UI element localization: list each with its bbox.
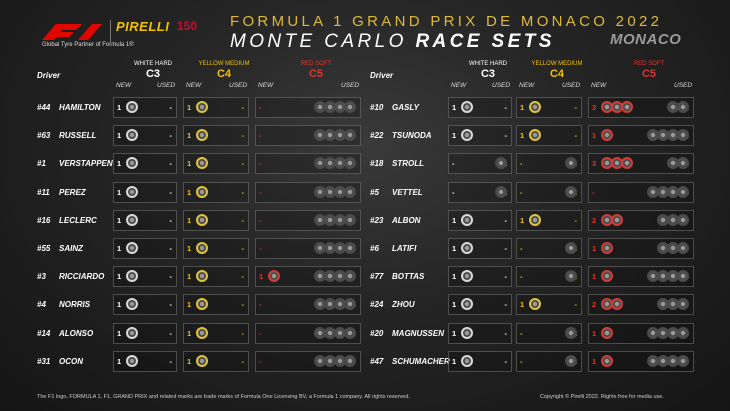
c3-tyre-group bbox=[449, 270, 513, 283]
c3-cell bbox=[448, 153, 512, 174]
driver-number: #3 bbox=[37, 272, 46, 282]
c5-new-header: NEW bbox=[258, 82, 274, 89]
c4-used-count: - bbox=[241, 300, 244, 310]
c4-new-count: 1 bbox=[520, 131, 525, 141]
c3-tyre-group bbox=[449, 101, 513, 114]
c3-used-count: - bbox=[169, 187, 172, 197]
c4-new-count: - bbox=[520, 244, 523, 253]
c3-new-count: 1 bbox=[117, 187, 122, 197]
driver-surname: HAMILTON bbox=[59, 103, 101, 112]
grey-tyre-icon bbox=[565, 355, 577, 367]
c5-new-count: - bbox=[259, 131, 262, 141]
c5-tyre-group bbox=[589, 157, 695, 170]
c5-cell bbox=[588, 238, 694, 259]
driver-number: #14 bbox=[37, 328, 51, 338]
red-tyre-icon bbox=[601, 242, 613, 254]
c3-cell bbox=[448, 125, 512, 146]
c5-tyre-group bbox=[589, 242, 695, 255]
c5-new-count: 1 bbox=[592, 272, 597, 282]
c5-compound-name: RED SOFT bbox=[300, 61, 332, 67]
c4-used-count: - bbox=[241, 356, 244, 366]
c5-cell bbox=[588, 182, 694, 203]
yellow-tyre-icon bbox=[529, 101, 541, 113]
driver-name bbox=[370, 125, 432, 146]
c5-compound-header bbox=[265, 61, 367, 80]
driver-name bbox=[370, 97, 419, 118]
driver-number: #18 bbox=[370, 159, 384, 169]
c4-compound-code: C4 bbox=[216, 68, 232, 80]
driver-number: #16 bbox=[37, 215, 51, 225]
c3-new-count: 1 bbox=[117, 328, 122, 338]
driver-number: #11 bbox=[37, 187, 50, 197]
driver-surname: VERSTAPPEN bbox=[59, 159, 113, 169]
footer-copyright: Copyright © Pirelli 2022. Rights free for media use. bbox=[540, 394, 664, 400]
driver-name bbox=[370, 238, 416, 259]
c4-new-count: 1 bbox=[187, 356, 192, 366]
c4-compound-name: YELLOW MEDIUM bbox=[531, 61, 583, 67]
c4-used-count: - bbox=[241, 272, 244, 282]
c4-compound-name: YELLOW MEDIUM bbox=[198, 61, 250, 67]
grey-tyre-icon bbox=[677, 298, 689, 310]
c5-tyre-group bbox=[589, 298, 695, 311]
c4-used-count: - bbox=[574, 131, 577, 141]
c4-new-count: - bbox=[520, 272, 523, 282]
c4-new-count: 1 bbox=[187, 187, 192, 197]
driver-surname: LECLERC bbox=[59, 215, 97, 225]
grey-tyre-icon bbox=[677, 270, 689, 282]
logo-group bbox=[40, 14, 210, 54]
c5-new-count: - bbox=[259, 159, 262, 169]
c4-cell bbox=[516, 125, 582, 146]
c4-cell bbox=[516, 294, 582, 315]
c5-compound-code: C5 bbox=[308, 68, 324, 80]
grey-tyre-icon bbox=[677, 129, 689, 141]
c4-cell bbox=[516, 97, 582, 118]
c3-new-count: 1 bbox=[117, 215, 122, 225]
c3-used-count: - bbox=[504, 215, 507, 225]
driver-row bbox=[0, 182, 730, 203]
driver-surname: RUSSELL bbox=[59, 131, 97, 141]
c4-cell bbox=[516, 153, 582, 174]
c3-compound-code: C3 bbox=[145, 68, 161, 80]
c4-new-count: 1 bbox=[187, 244, 192, 253]
driver-number: #5 bbox=[370, 187, 379, 197]
c3-cell bbox=[448, 266, 512, 287]
driver-row bbox=[0, 323, 730, 344]
driver-name bbox=[370, 266, 424, 287]
c3-tyre-group bbox=[449, 327, 513, 340]
c4-new-header: NEW bbox=[519, 82, 535, 89]
c5-tyre-group bbox=[589, 129, 695, 142]
c3-compound-code: C3 bbox=[480, 68, 496, 80]
driver-row bbox=[0, 238, 730, 259]
driver-number: #1 bbox=[37, 159, 46, 169]
driver-name bbox=[370, 323, 444, 344]
driver-name bbox=[370, 153, 424, 174]
grey-tyre-icon bbox=[677, 327, 689, 339]
footer-legal: The F1 logo, FORMULA 1, F1, GRAND PRIX and related marks are trade marks of Formula One Licensing BV, a Formula 1 company. All rights reserved. bbox=[37, 394, 410, 400]
driver-number: #55 bbox=[37, 244, 51, 253]
c4-new-count: 1 bbox=[187, 159, 192, 169]
c3-new-header: NEW bbox=[451, 82, 467, 89]
driver-surname: SCHUMACHER bbox=[392, 356, 450, 366]
grey-tyre-icon bbox=[565, 327, 577, 339]
c3-compound-header bbox=[123, 61, 183, 80]
driver-number: #47 bbox=[370, 356, 384, 366]
grey-tyre-icon bbox=[565, 186, 577, 198]
c3-used-header: USED bbox=[492, 82, 511, 89]
c4-used-count: - bbox=[574, 300, 577, 310]
c4-used-count: - bbox=[241, 244, 244, 253]
c4-tyre-group bbox=[517, 129, 583, 142]
c4-new-count: 1 bbox=[520, 215, 525, 225]
c4-used-count: - bbox=[241, 159, 244, 169]
driver-column-header: Driver bbox=[37, 71, 61, 80]
c3-new-count: 1 bbox=[452, 244, 457, 253]
white-tyre-icon bbox=[461, 129, 473, 141]
driver-surname: ALONSO bbox=[59, 328, 94, 338]
grey-tyre-icon bbox=[565, 270, 577, 282]
driver-surname: RICCIARDO bbox=[59, 272, 105, 282]
c3-used-count: - bbox=[169, 272, 172, 282]
c3-tyre-group bbox=[449, 157, 513, 170]
c5-new-count: 3 bbox=[592, 103, 597, 112]
c3-used-count: - bbox=[169, 131, 172, 141]
yellow-tyre-icon bbox=[529, 129, 541, 141]
c4-used-count: - bbox=[241, 103, 244, 112]
c3-tyre-group bbox=[449, 186, 513, 199]
c5-compound-name: RED SOFT bbox=[633, 61, 665, 67]
c3-used-count: - bbox=[504, 328, 507, 338]
c5-tyre-group bbox=[589, 327, 695, 340]
driver-surname: BOTTAS bbox=[392, 272, 425, 282]
c3-new-count: 1 bbox=[452, 215, 457, 225]
c5-cell bbox=[588, 97, 694, 118]
c5-used-header: USED bbox=[674, 82, 693, 89]
c3-used-count: - bbox=[169, 328, 172, 338]
red-tyre-icon bbox=[601, 270, 613, 282]
red-tyre-icon bbox=[611, 214, 623, 226]
c3-used-count: - bbox=[504, 272, 507, 282]
c4-tyre-group bbox=[517, 298, 583, 311]
white-tyre-icon bbox=[461, 214, 473, 226]
grey-tyre-icon bbox=[677, 186, 689, 198]
driver-number: #63 bbox=[37, 131, 51, 141]
driver-name bbox=[370, 210, 420, 231]
white-tyre-icon bbox=[461, 355, 473, 367]
c5-cell bbox=[588, 210, 694, 231]
subtitle-bold: RACE SETS bbox=[415, 31, 555, 52]
c4-used-count: - bbox=[241, 187, 244, 197]
c3-used-count: - bbox=[504, 356, 507, 366]
c5-new-count: 1 bbox=[592, 244, 597, 253]
driver-number: #77 bbox=[370, 272, 384, 282]
red-tyre-icon bbox=[621, 157, 633, 169]
grey-tyre-icon bbox=[565, 242, 577, 254]
c5-new-count: - bbox=[259, 328, 262, 338]
c4-used-count: - bbox=[574, 103, 577, 112]
c4-used-count: - bbox=[241, 131, 244, 141]
c4-new-count: - bbox=[520, 187, 523, 197]
white-tyre-icon bbox=[461, 327, 473, 339]
white-tyre-icon bbox=[461, 242, 473, 254]
c5-new-count: 1 bbox=[259, 272, 264, 282]
c4-new-count: 1 bbox=[187, 131, 192, 141]
c5-new-count: 1 bbox=[592, 356, 597, 366]
c3-new-count: 1 bbox=[452, 131, 457, 141]
c4-used-count: - bbox=[241, 215, 244, 225]
c5-new-count: - bbox=[592, 187, 595, 197]
driver-number: #31 bbox=[37, 356, 51, 366]
c3-new-count: 1 bbox=[117, 131, 122, 141]
driver-number: #20 bbox=[370, 328, 384, 338]
c5-cell bbox=[588, 125, 694, 146]
driver-number: #23 bbox=[370, 215, 384, 225]
c5-used-header: USED bbox=[341, 82, 360, 89]
c3-cell bbox=[448, 182, 512, 203]
c4-compound-code: C4 bbox=[549, 68, 565, 80]
c5-new-count: 1 bbox=[592, 131, 597, 141]
driver-name bbox=[370, 294, 415, 315]
c4-tyre-group bbox=[517, 186, 583, 199]
c3-tyre-group bbox=[449, 242, 513, 255]
c4-new-count: 1 bbox=[520, 103, 525, 112]
c4-cell bbox=[516, 210, 582, 231]
c3-used-count: - bbox=[504, 244, 507, 253]
white-tyre-icon bbox=[461, 298, 473, 310]
driver-number: #10 bbox=[370, 103, 384, 112]
c4-compound-header bbox=[526, 61, 588, 80]
driver-number: #4 bbox=[37, 300, 46, 310]
grey-tyre-icon bbox=[495, 157, 507, 169]
c3-new-count: 1 bbox=[117, 356, 122, 366]
c4-cell bbox=[516, 182, 582, 203]
c3-new-count: 1 bbox=[117, 159, 122, 169]
c4-used-header: USED bbox=[229, 82, 248, 89]
c3-new-count: 1 bbox=[117, 244, 122, 253]
grey-tyre-icon bbox=[677, 355, 689, 367]
c4-used-header: USED bbox=[562, 82, 581, 89]
c4-new-count: 1 bbox=[187, 103, 192, 112]
driver-column-header: Driver bbox=[370, 71, 394, 80]
c5-new-count: - bbox=[259, 244, 262, 253]
c3-used-count: - bbox=[504, 103, 507, 112]
c4-new-count: - bbox=[520, 159, 523, 169]
grey-tyre-icon bbox=[677, 101, 689, 113]
pirelli-logo: PIRELLI bbox=[116, 19, 170, 34]
driver-surname: ALBON bbox=[392, 215, 421, 225]
red-tyre-icon bbox=[601, 327, 613, 339]
partner-text: Global Tyre Partner of Formula 1® bbox=[42, 42, 134, 48]
c5-new-count: - bbox=[259, 215, 262, 225]
grey-tyre-icon bbox=[677, 157, 689, 169]
c4-compound-header bbox=[193, 61, 255, 80]
c4-tyre-group bbox=[517, 214, 583, 227]
c5-cell bbox=[588, 323, 694, 344]
red-tyre-icon bbox=[601, 129, 613, 141]
driver-row bbox=[0, 294, 730, 315]
c5-cell bbox=[588, 351, 694, 372]
c3-cell bbox=[448, 351, 512, 372]
c3-compound-name: WHITE HARD bbox=[134, 61, 172, 67]
c5-cell bbox=[588, 266, 694, 287]
c3-compound-header bbox=[458, 61, 518, 80]
driver-row bbox=[0, 351, 730, 372]
c4-new-count: 1 bbox=[187, 215, 192, 225]
c4-new-count: - bbox=[520, 328, 523, 338]
grey-tyre-icon bbox=[565, 157, 577, 169]
driver-number: #24 bbox=[370, 300, 384, 310]
c4-new-count: 1 bbox=[187, 328, 192, 338]
driver-surname: VETTEL bbox=[392, 187, 423, 197]
c5-compound-header bbox=[598, 61, 700, 80]
c5-tyre-group bbox=[589, 214, 695, 227]
driver-surname: STROLL bbox=[392, 159, 424, 169]
c3-new-header: NEW bbox=[116, 82, 132, 89]
c3-cell bbox=[448, 294, 512, 315]
c4-tyre-group bbox=[517, 327, 583, 340]
c3-new-count: 1 bbox=[117, 300, 122, 310]
c3-used-count: - bbox=[169, 300, 172, 310]
circuit-tag: MONACO bbox=[610, 31, 682, 48]
c4-tyre-group bbox=[517, 355, 583, 368]
c3-used-count: - bbox=[169, 356, 172, 366]
driver-surname: TSUNODA bbox=[392, 131, 432, 141]
c5-tyre-group bbox=[589, 270, 695, 283]
c3-cell bbox=[448, 210, 512, 231]
c4-new-count: 1 bbox=[187, 300, 192, 310]
c3-new-count: 1 bbox=[452, 300, 457, 310]
c4-cell bbox=[516, 266, 582, 287]
driver-row bbox=[0, 210, 730, 231]
red-tyre-icon bbox=[601, 355, 613, 367]
driver-name bbox=[370, 182, 423, 203]
c3-tyre-group bbox=[449, 214, 513, 227]
grey-tyre-icon bbox=[677, 242, 689, 254]
c4-tyre-group bbox=[517, 270, 583, 283]
c5-tyre-group bbox=[589, 355, 695, 368]
c3-tyre-group bbox=[449, 129, 513, 142]
red-tyre-icon bbox=[611, 298, 623, 310]
driver-row bbox=[0, 153, 730, 174]
grey-tyre-icon bbox=[495, 186, 507, 198]
c3-used-count: - bbox=[169, 159, 172, 169]
c3-used-count: - bbox=[504, 131, 507, 141]
c3-new-count: 1 bbox=[452, 272, 457, 282]
c3-new-count: 1 bbox=[452, 356, 457, 366]
f1-logo bbox=[40, 20, 104, 40]
c4-tyre-group bbox=[517, 101, 583, 114]
c3-cell bbox=[448, 97, 512, 118]
driver-surname: SAINZ bbox=[59, 244, 83, 253]
white-tyre-icon bbox=[461, 101, 473, 113]
grey-tyre-icon bbox=[677, 214, 689, 226]
c5-new-count: - bbox=[259, 356, 262, 366]
driver-surname: LATIFI bbox=[392, 244, 417, 253]
c5-new-count: - bbox=[259, 300, 262, 310]
c5-tyre-group bbox=[589, 101, 695, 114]
c4-tyre-group bbox=[517, 157, 583, 170]
c4-new-count: - bbox=[520, 356, 523, 366]
c3-cell bbox=[448, 323, 512, 344]
c5-new-count: 3 bbox=[592, 159, 597, 169]
c5-new-count: 2 bbox=[592, 300, 597, 310]
yellow-tyre-icon bbox=[529, 298, 541, 310]
c4-cell bbox=[516, 351, 582, 372]
c5-new-count: 1 bbox=[592, 328, 597, 338]
driver-surname: MAGNUSSEN bbox=[392, 328, 445, 338]
c3-compound-name: WHITE HARD bbox=[469, 61, 507, 67]
c3-new-count: - bbox=[452, 159, 455, 169]
c3-cell bbox=[448, 238, 512, 259]
c5-new-count: 2 bbox=[592, 215, 597, 225]
driver-surname: PEREZ bbox=[59, 187, 86, 197]
page-title: FORMULA 1 GRAND PRIX DE MONACO 2022 bbox=[230, 13, 663, 30]
c3-tyre-group bbox=[449, 298, 513, 311]
subtitle-prefix: MONTE CARLO bbox=[230, 31, 416, 52]
c3-used-count: - bbox=[169, 103, 172, 112]
driver-name bbox=[370, 351, 450, 372]
c5-new-count: - bbox=[259, 187, 262, 197]
c3-new-count: 1 bbox=[452, 103, 457, 112]
driver-surname: GASLY bbox=[392, 103, 419, 112]
white-tyre-icon bbox=[461, 270, 473, 282]
yellow-tyre-icon bbox=[529, 214, 541, 226]
red-tyre-icon bbox=[621, 101, 633, 113]
c3-used-count: - bbox=[504, 300, 507, 310]
driver-number: #22 bbox=[370, 131, 384, 141]
c4-tyre-group bbox=[517, 242, 583, 255]
logo-divider bbox=[110, 20, 111, 42]
c3-new-count: 1 bbox=[117, 103, 122, 112]
c3-used-header: USED bbox=[157, 82, 176, 89]
driver-row bbox=[0, 266, 730, 287]
c3-used-count: - bbox=[169, 244, 172, 253]
c5-new-count: - bbox=[259, 103, 262, 112]
c4-used-count: - bbox=[241, 328, 244, 338]
c4-new-header: NEW bbox=[186, 82, 202, 89]
c5-cell bbox=[588, 153, 694, 174]
c3-new-count: 1 bbox=[117, 272, 122, 282]
driver-row bbox=[0, 125, 730, 146]
driver-surname: ZHOU bbox=[392, 300, 415, 310]
driver-number: #44 bbox=[37, 103, 51, 112]
anniversary-logo: 150 bbox=[177, 19, 198, 33]
c5-new-header: NEW bbox=[591, 82, 607, 89]
driver-row bbox=[0, 97, 730, 118]
c5-cell bbox=[588, 294, 694, 315]
c3-new-count: - bbox=[452, 187, 455, 197]
driver-surname: NORRIS bbox=[59, 300, 91, 310]
c3-used-count: - bbox=[169, 215, 172, 225]
driver-number: #6 bbox=[370, 244, 379, 253]
c5-tyre-group bbox=[589, 186, 695, 199]
c4-used-count: - bbox=[574, 215, 577, 225]
c3-new-count: 1 bbox=[452, 328, 457, 338]
driver-surname: OCON bbox=[59, 356, 83, 366]
c4-cell bbox=[516, 238, 582, 259]
page-subtitle bbox=[230, 31, 555, 53]
c3-tyre-group bbox=[449, 355, 513, 368]
c4-new-count: 1 bbox=[520, 300, 525, 310]
c5-compound-code: C5 bbox=[641, 68, 657, 80]
c4-cell bbox=[516, 323, 582, 344]
c4-new-count: 1 bbox=[187, 272, 192, 282]
